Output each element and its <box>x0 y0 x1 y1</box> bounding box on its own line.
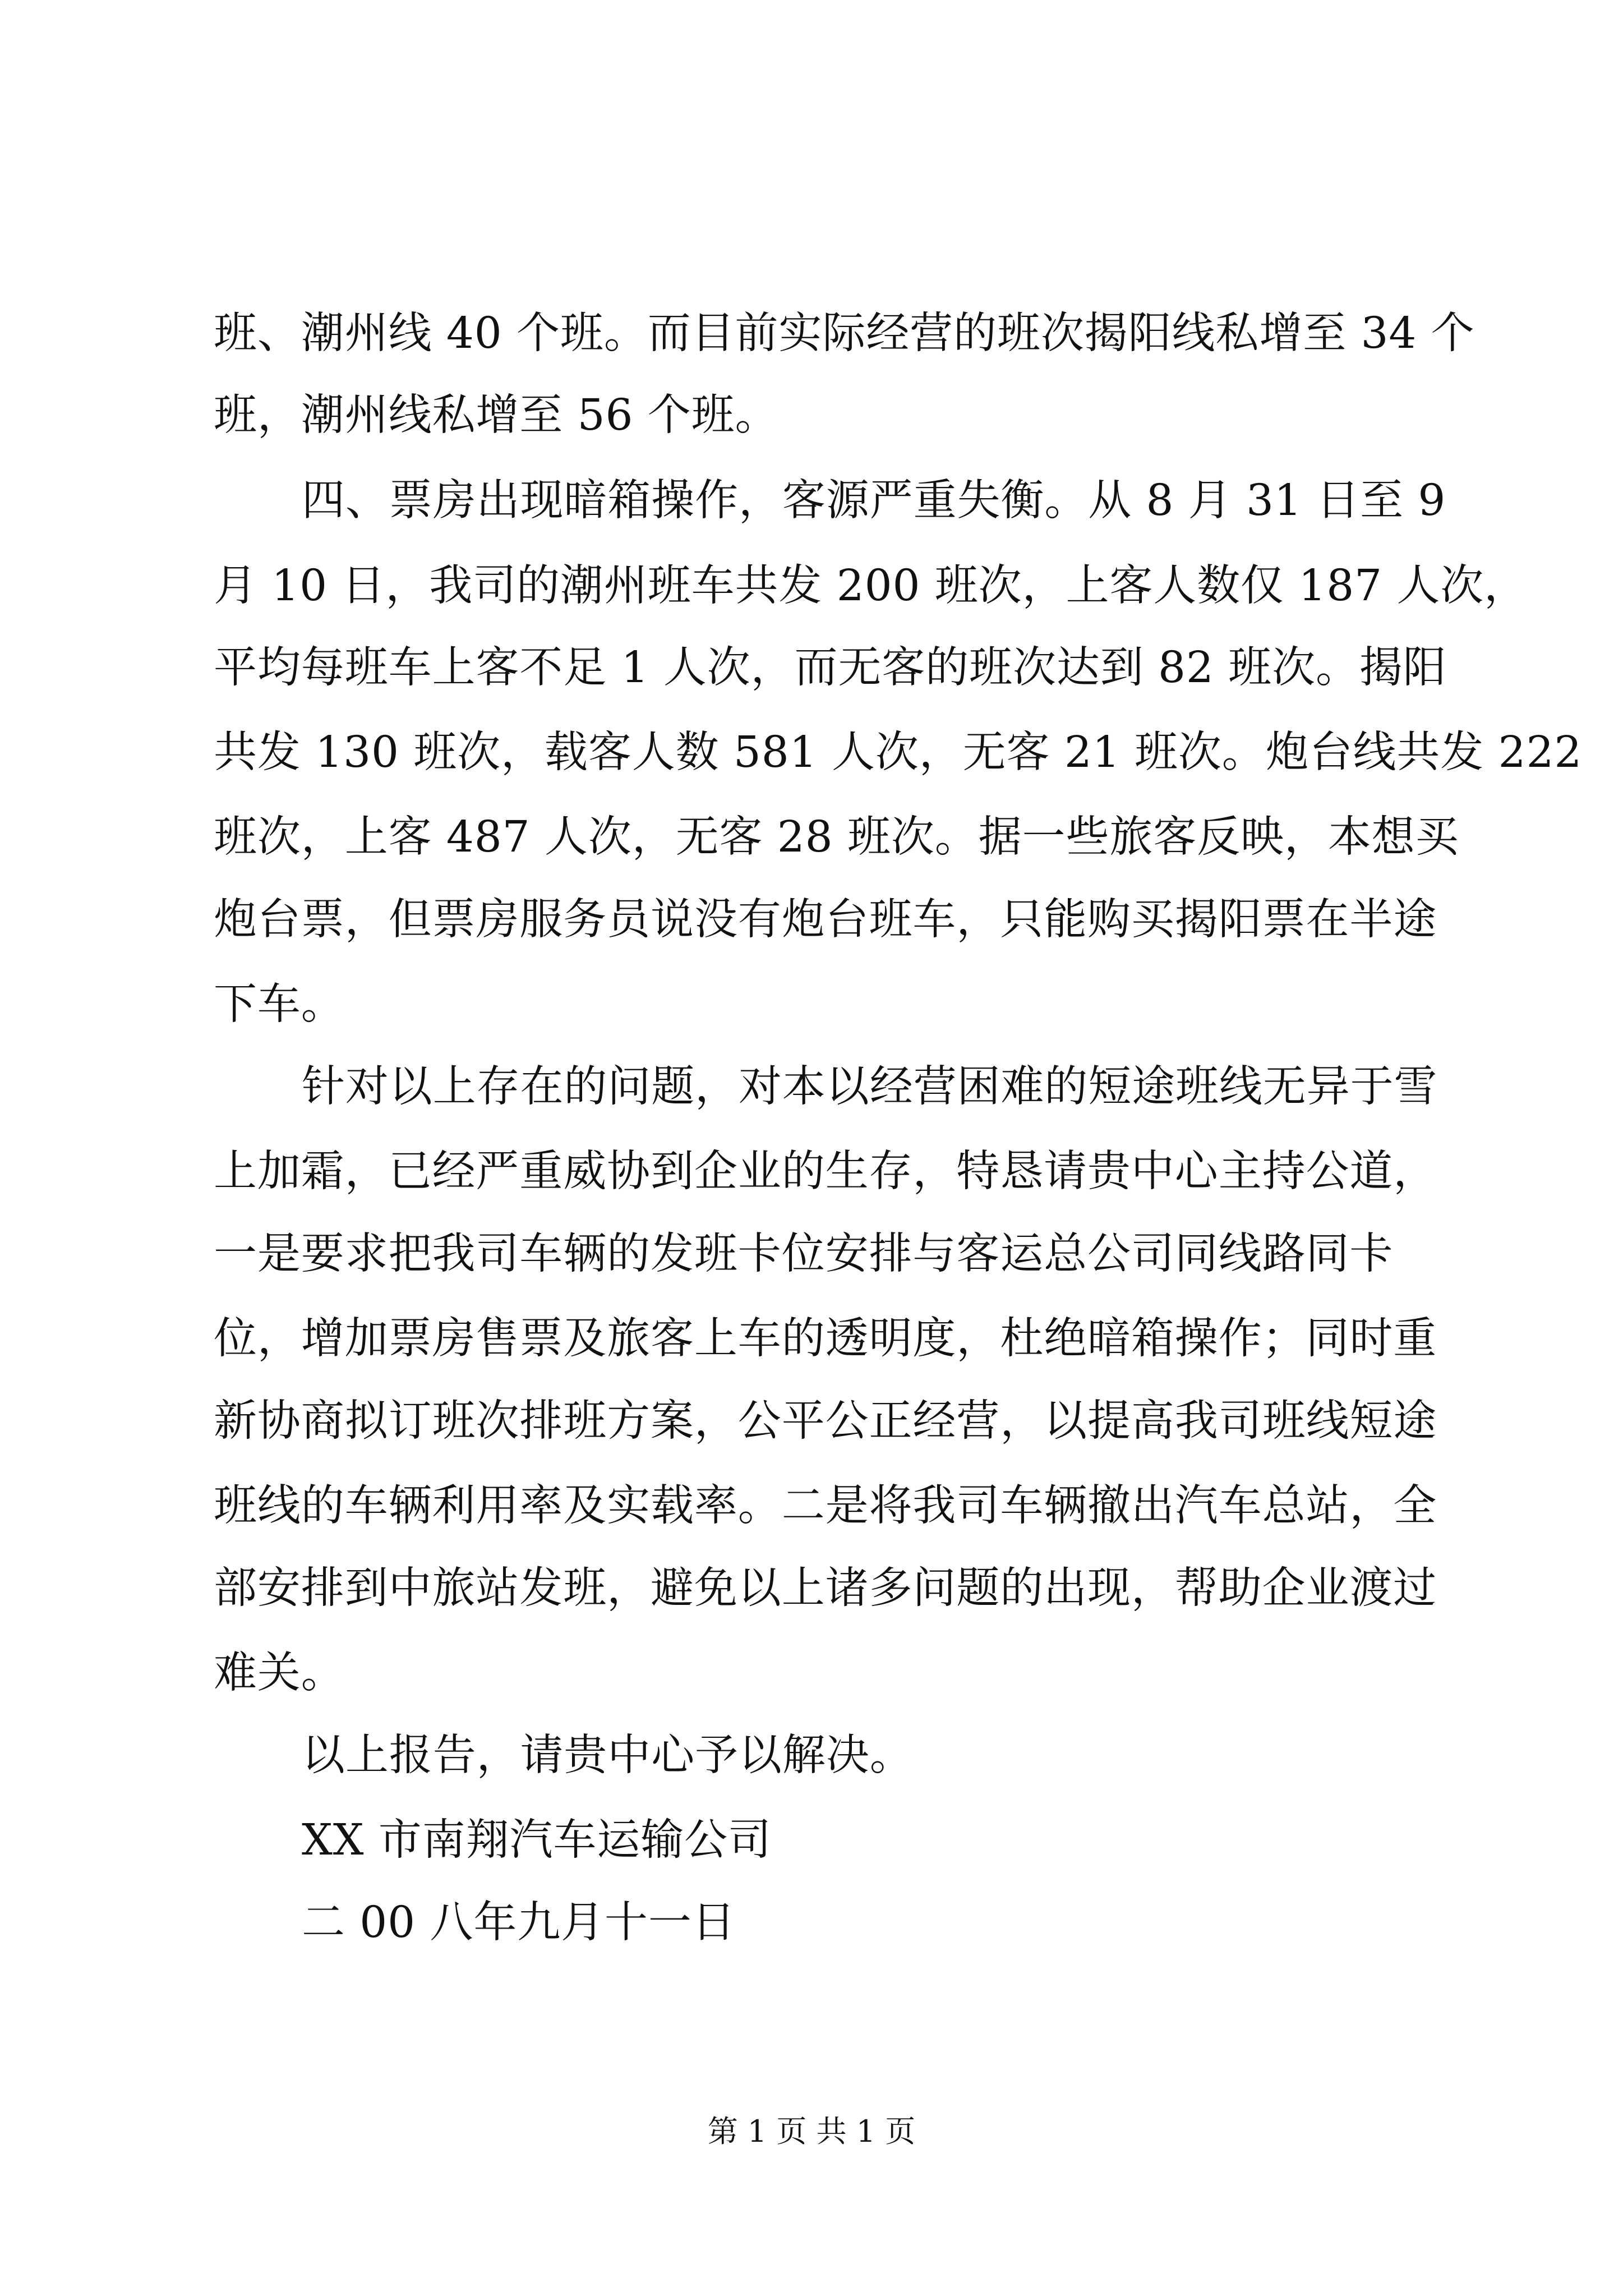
paragraph-line: 新协商拟订班次排班方案，公平公正经营，以提高我司班线短途 <box>214 1396 1437 1446</box>
paragraph-line: 一是要求把我司车辆的发班卡位安排与客运总公司同线路同卡 <box>214 1229 1394 1279</box>
paragraph-line: 炮台票，但票房服务员说没有炮台班车，只能购买揭阳票在半途 <box>214 895 1437 945</box>
paragraph-line: 位，增加票房售票及旅客上车的透明度，杜绝暗箱操作；同时重 <box>214 1314 1437 1364</box>
closing-line: 以上报告，请贵中心予以解决。 <box>302 1731 914 1780</box>
paragraph-line: 难关。 <box>214 1648 345 1698</box>
paragraph-line: 班线的车辆利用率及实载率。二是将我司车辆撤出汽车总站，全 <box>214 1481 1437 1531</box>
paragraph-line: 平均每班车上客不足 1 人次，而无客的班次达到 82 班次。揭阳 <box>214 643 1447 693</box>
paragraph-line: 班、潮州线 40 个班。而目前实际经营的班次揭阳线私增至 34 个 <box>214 309 1475 358</box>
paragraph-line: 上加霜，已经严重威协到企业的生存，特恳请贵中心主持公道， <box>214 1147 1437 1197</box>
page-footer: 第 1 页 共 1 页 <box>707 2114 916 2149</box>
company-name: XX 市南翔汽车运输公司 <box>302 1815 772 1865</box>
paragraph-line: 月 10 日，我司的潮州班车共发 200 班次，上客人数仅 187 人次， <box>214 561 1528 611</box>
paragraph-line: 针对以上存在的问题，对本以经营困难的短途班线无异于雪 <box>302 1062 1438 1112</box>
document-date: 二 00 八年九月十一日 <box>302 1898 736 1948</box>
paragraph-line: 共发 130 班次，载客人数 581 人次，无客 21 班次。炮台线共发 222 <box>214 728 1583 777</box>
paragraph-line: 班，潮州线私增至 56 个班。 <box>214 390 779 440</box>
paragraph-line: 班次，上客 487 人次，无客 28 班次。据一些旅客反映，本想买 <box>214 812 1459 862</box>
paragraph-line: 部安排到中旅站发班，避免以上诸多问题的出现，帮助企业渡过 <box>214 1563 1437 1613</box>
paragraph-line: 下车。 <box>214 979 345 1029</box>
paragraph-line: 四、票房出现暗箱操作，客源严重失衡。从 8 月 31 日至 9 <box>302 476 1446 526</box>
